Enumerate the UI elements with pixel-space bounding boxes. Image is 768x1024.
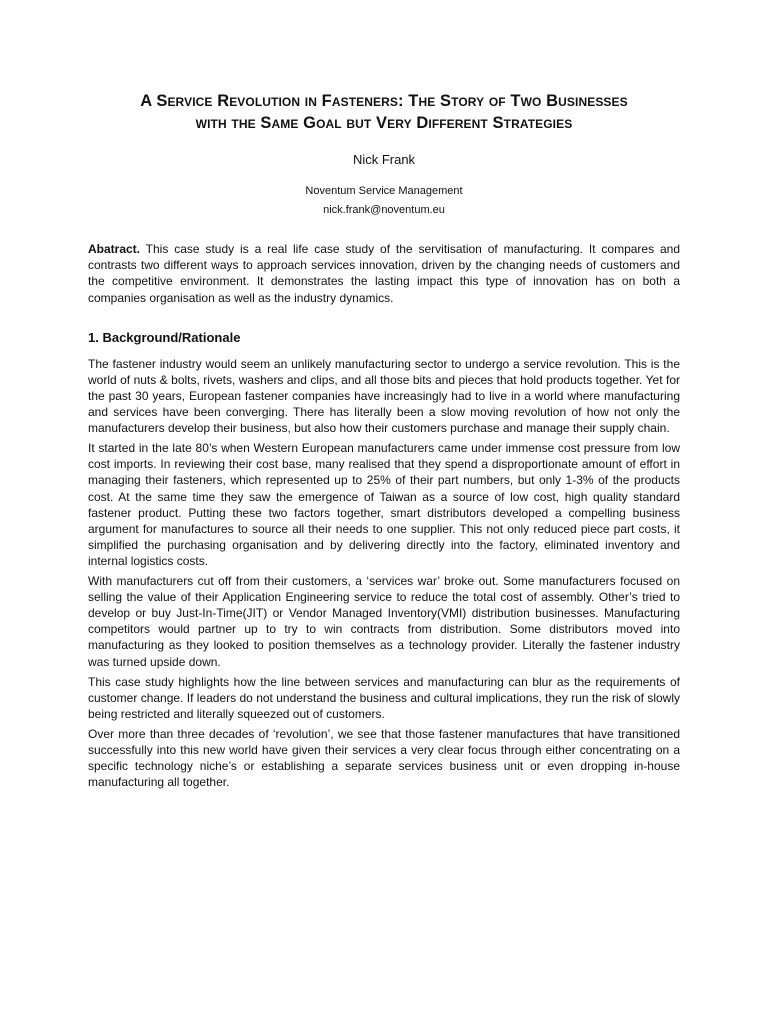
author-name: Nick Frank	[352, 152, 416, 167]
abstract	[88, 241, 680, 306]
abstract-text: This case study is a real life case study of the servitisation of manufacturing. It compares and contrasts two different ways to approach services innovation, driven by the changing needs of customers and the competitive environment. It demonstrates the lasting impact this type of innovation has on both a companies organisation as well as the industry dynamics.	[88, 242, 680, 305]
body-paragraph: Over more than three decades of ‘revolution’, we see that those fastener manufactures that have transitioned successfully into this new world have given their services a very clear focus through either concentrating on a specific technology niche’s or establishing a separate services business unit or even dropping in-house manufacturing all together.	[88, 726, 680, 790]
paper-title-line-1: A Service Revolution in Fasteners: The Story of Two Businesses	[140, 92, 628, 110]
abstract-label: Abatract.	[88, 242, 141, 256]
paper-title-line-2: with the Same Goal but Very Different Strategies	[195, 114, 573, 132]
section-body	[88, 356, 680, 790]
author-email: nick.frank@noventum.eu	[323, 204, 445, 216]
body-paragraph: The fastener industry would seem an unlikely manufacturing sector to undergo a service revolution. This is the world of nuts & bolts, rivets, washers and clips, and all those bits and pieces that hold products together. Yet for the past 30 years, European fastener companies have increasingly had to live in a world where manufacturing and services have been converging. There has literally been a slow moving revolution of how not only the manufacturers develop their business, but also how their customers purchase and manage their supply chain.	[88, 356, 680, 436]
paper-title	[88, 90, 680, 134]
section-heading: 1. Background/Rationale	[88, 329, 241, 345]
body-paragraph: With manufacturers cut off from their customers, a ‘services war’ broke out. Some manufacturers focused on selling the value of their Application Engineering service to reduce the total cost of assembly. Other’s tried to develop or buy Just-In-Time(JIT) or Vendor Managed Inventory(VMI) distribution businesses. Manufacturing competitors would partner up to try to win contracts from distribution. Some distributors moved into manufacturing as they looked to position themselves as a technology provider. Literally the fastener industry was turned upside down.	[88, 574, 680, 669]
body-paragraph: This case study highlights how the line between services and manufacturing can blur as the requirements of customer change. If leaders do not understand the business and cultural implications, they run the risk of slowly being restricted and literally squeezed out of customers.	[88, 674, 680, 721]
body-paragraph: It started in the late 80’s when Western European manufacturers came under immense cost pressure from low cost imports. In reviewing their cost base, many realised that they spend a disproportionate amount of effort in managing their fasteners, which represented up to 25% of their part numbers, but only 1-3% of the products cost. At the same time they saw the emergence of Taiwan as a source of low cost, high quality standard fastener product. Putting these two factors together, smart distributors developed a compelling business argument for manufactures to source all their needs to one supplier. This not only reduced piece part costs, it simplified the purchasing organisation and by delivering directly into the factory, eliminated inventory and internal logistics costs.	[88, 441, 680, 568]
author-affiliation: Noventum Service Management	[305, 185, 463, 197]
